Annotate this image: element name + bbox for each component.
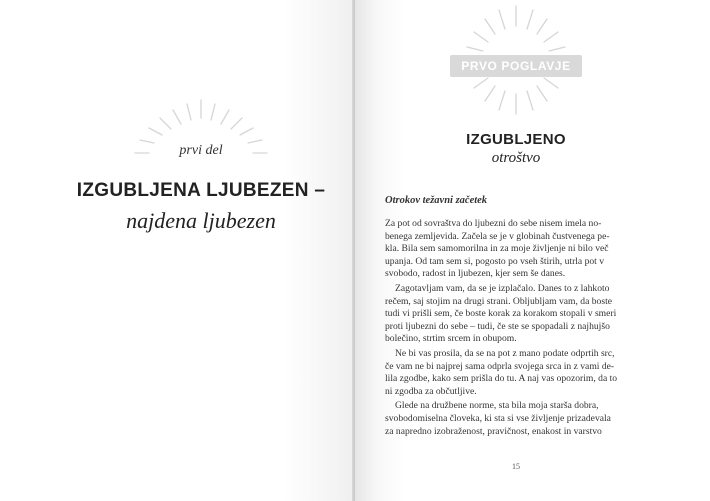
chapter-subtitle: otroštvo xyxy=(491,150,541,166)
right-page xyxy=(355,0,710,501)
body-line: svobodomiselna človeka, ki sta si vse življenje prizadevala xyxy=(385,412,611,424)
body-line: tudi vi prišli sem, če boste korak za korakom stopali v smeri xyxy=(385,308,617,320)
body-line: Za pot od sovraštva do ljubezni do sebe nisem imela no- xyxy=(385,218,602,229)
body-line: lila zgodbe, kako sem prišla do tu. A naj vas opozorim, da to xyxy=(385,373,618,385)
body-line: Zagotavljam vam, da se je izplačalo. Danes to z lahkoto xyxy=(395,282,610,294)
part-title: IZGUBLJENA LJUBEZEN – xyxy=(76,180,326,201)
body-line: svobodo, radost in ljubezen, kjer sem še danes. xyxy=(385,268,566,280)
body-line: proti ljubezni do sebe – tudi, če ste se spopadali z najhujšo xyxy=(385,320,610,332)
body-line: če vam ne bi najprej sama odprla svojega srca in z vami de- xyxy=(385,360,615,372)
part-label: prvi del xyxy=(179,143,223,158)
body-line: upanja. Od tam sem si, pogosto po vseh štirih, utrla pot v xyxy=(385,255,605,267)
body-line: za napredno izobraženost, pravičnost, enakost in varstvo xyxy=(385,425,602,437)
part-subtitle: najdena ljubezen xyxy=(126,208,276,233)
body-line: bolečino, strtim srcem in obupom. xyxy=(385,333,517,345)
body-text xyxy=(385,218,655,438)
body-line: ni zgodba za občutljive. xyxy=(385,385,477,397)
page-number: 15 xyxy=(512,462,520,471)
body-line: benega zemljevida. Začela se je v globinah čustvenega pe- xyxy=(385,230,610,242)
section-heading: Otrokov težavni začetek xyxy=(385,195,488,206)
chapter-title: IZGUBLJENO xyxy=(466,131,566,148)
chapter-badge: PRVO POGLAVJE xyxy=(450,55,582,77)
body-line: rečem, saj stojim na drugi strani. Obljubljam vam, da boste xyxy=(385,295,613,307)
body-line: Glede na družbene norme, sta bila moja starša dobra, xyxy=(395,400,599,412)
body-line: kla. Bila sem samomorilna in za moje življenje ni bilo več xyxy=(385,243,609,255)
body-line: Ne bi vas prosila, da se na pot z mano podate odprtih src, xyxy=(395,347,615,359)
